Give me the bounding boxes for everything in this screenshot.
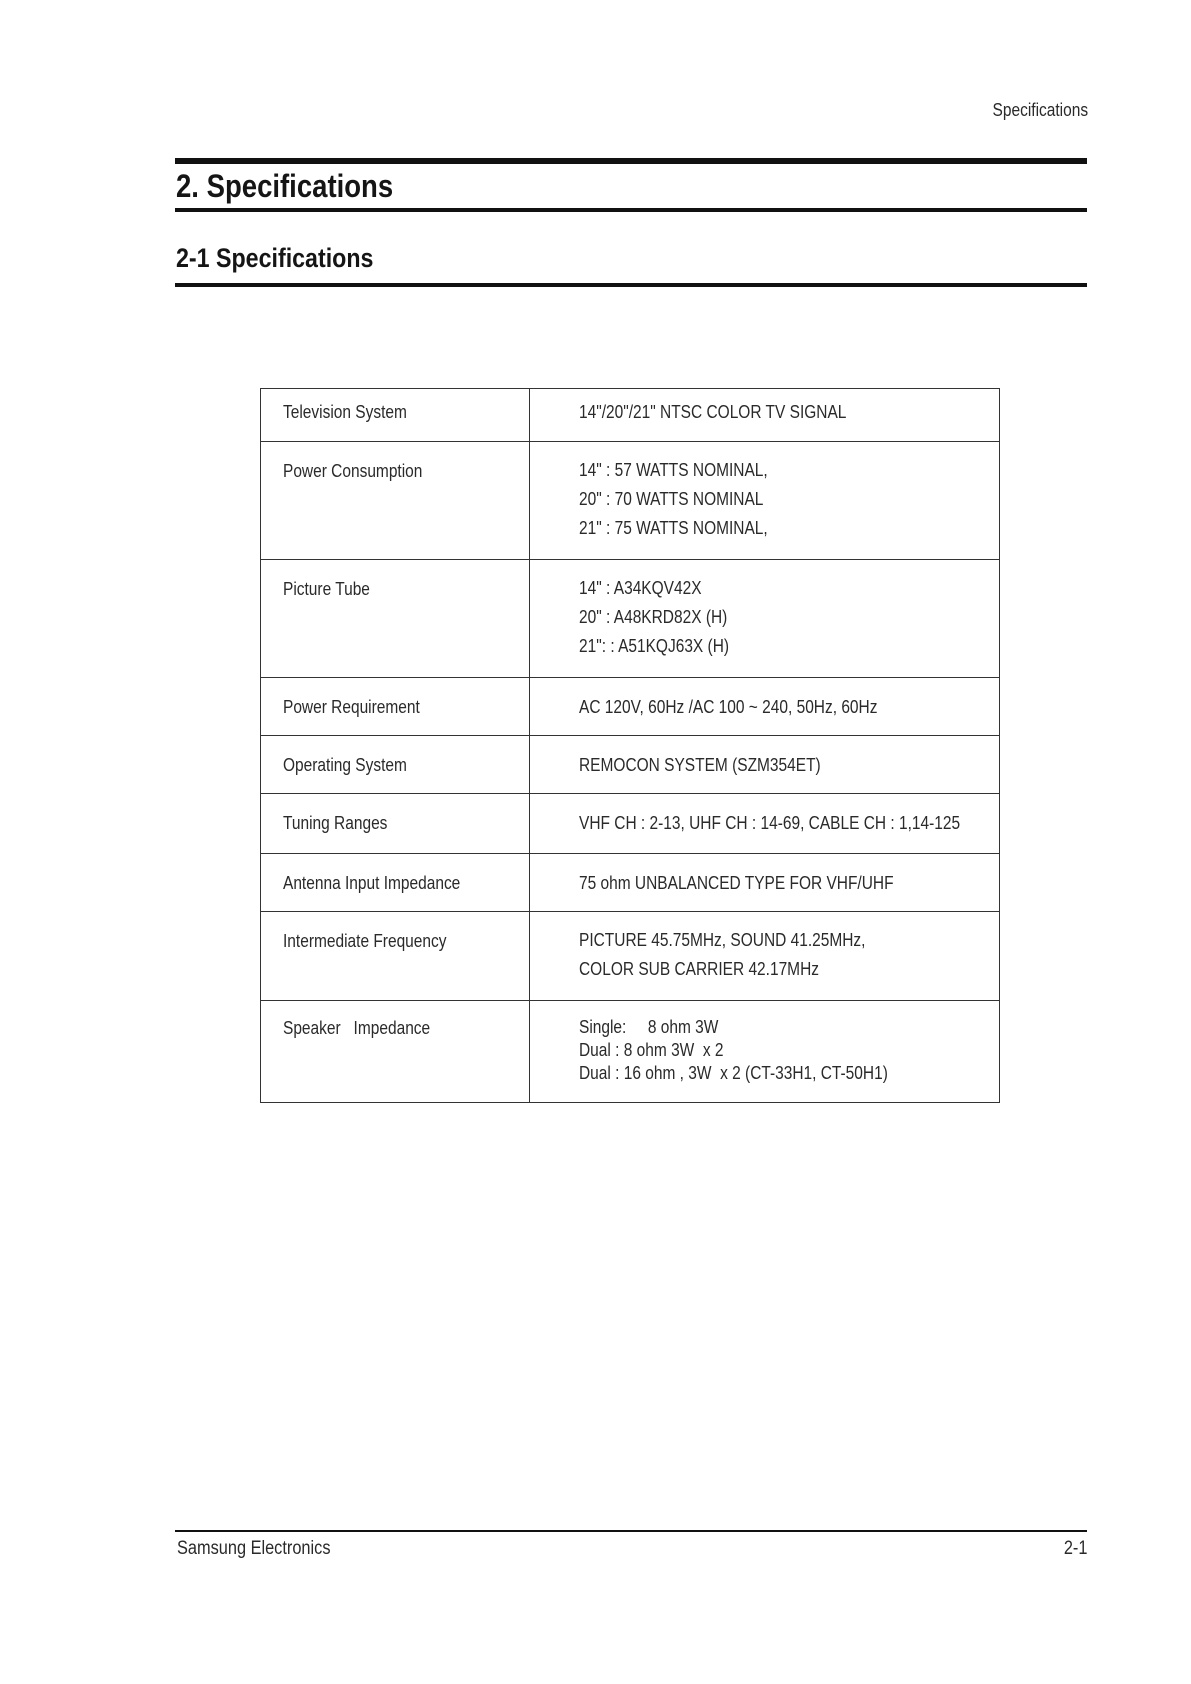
footer-company: Samsung Electronics [177, 1538, 331, 1559]
spec-value: 14" : 57 WATTS NOMINAL, 20" : 70 WATTS NOMINAL 21" : 75 WATTS NOMINAL, [530, 442, 1000, 560]
table-row [261, 678, 1000, 736]
spec-value: 75 ohm UNBALANCED TYPE FOR VHF/UHF [530, 854, 1000, 912]
table-row [261, 389, 1000, 442]
table-row [261, 854, 1000, 912]
spec-value: PICTURE 45.75MHz, SOUND 41.25MHz, COLOR SUB CARRIER 42.17MHz [530, 912, 1000, 1001]
spec-value: AC 120V, 60Hz /AC 100 ~ 240, 50Hz, 60Hz [530, 678, 1000, 736]
table-row [261, 560, 1000, 678]
header-rule-thick [175, 158, 1087, 164]
spec-value: 14"/20"/21" NTSC COLOR TV SIGNAL [530, 389, 1000, 442]
spec-label: Tuning Ranges [261, 794, 530, 854]
spec-value: Single: 8 ohm 3W Dual : 8 ohm 3W x 2 Dual : 16 ohm , 3W x 2 (CT-33H1, CT-50H1) [530, 1001, 1000, 1103]
spec-value: VHF CH : 2-13, UHF CH : 14-69, CABLE CH : 1,14-125 [530, 794, 1000, 854]
section-title: 2-1 Specifications [176, 243, 374, 273]
spec-value: 14" : A34KQV42X 20" : A48KRD82X (H) 21": : A51KQJ63X (H) [530, 560, 1000, 678]
running-header: Specifications [992, 100, 1088, 120]
table-row [261, 736, 1000, 794]
chapter-title-rule [175, 208, 1087, 212]
specifications-table [260, 388, 1000, 1103]
spec-label: Power Consumption [261, 442, 530, 560]
page-number: 2-1 [1063, 1538, 1087, 1559]
spec-label: Picture Tube [261, 560, 530, 678]
section-title-rule [175, 283, 1087, 287]
spec-label: Power Requirement [261, 678, 530, 736]
spec-value: REMOCON SYSTEM (SZM354ET) [530, 736, 1000, 794]
table-row [261, 912, 1000, 1001]
spec-label: Speaker Impedance [261, 1001, 530, 1103]
chapter-title: 2. Specifications [176, 168, 394, 204]
spec-label: Operating System [261, 736, 530, 794]
table-row [261, 442, 1000, 560]
footer-rule [175, 1530, 1087, 1532]
spec-label: Antenna Input Impedance [261, 854, 530, 912]
spec-label: Television System [261, 389, 530, 442]
table-row [261, 794, 1000, 854]
spec-label: Intermediate Frequency [261, 912, 530, 1001]
table-row [261, 1001, 1000, 1103]
